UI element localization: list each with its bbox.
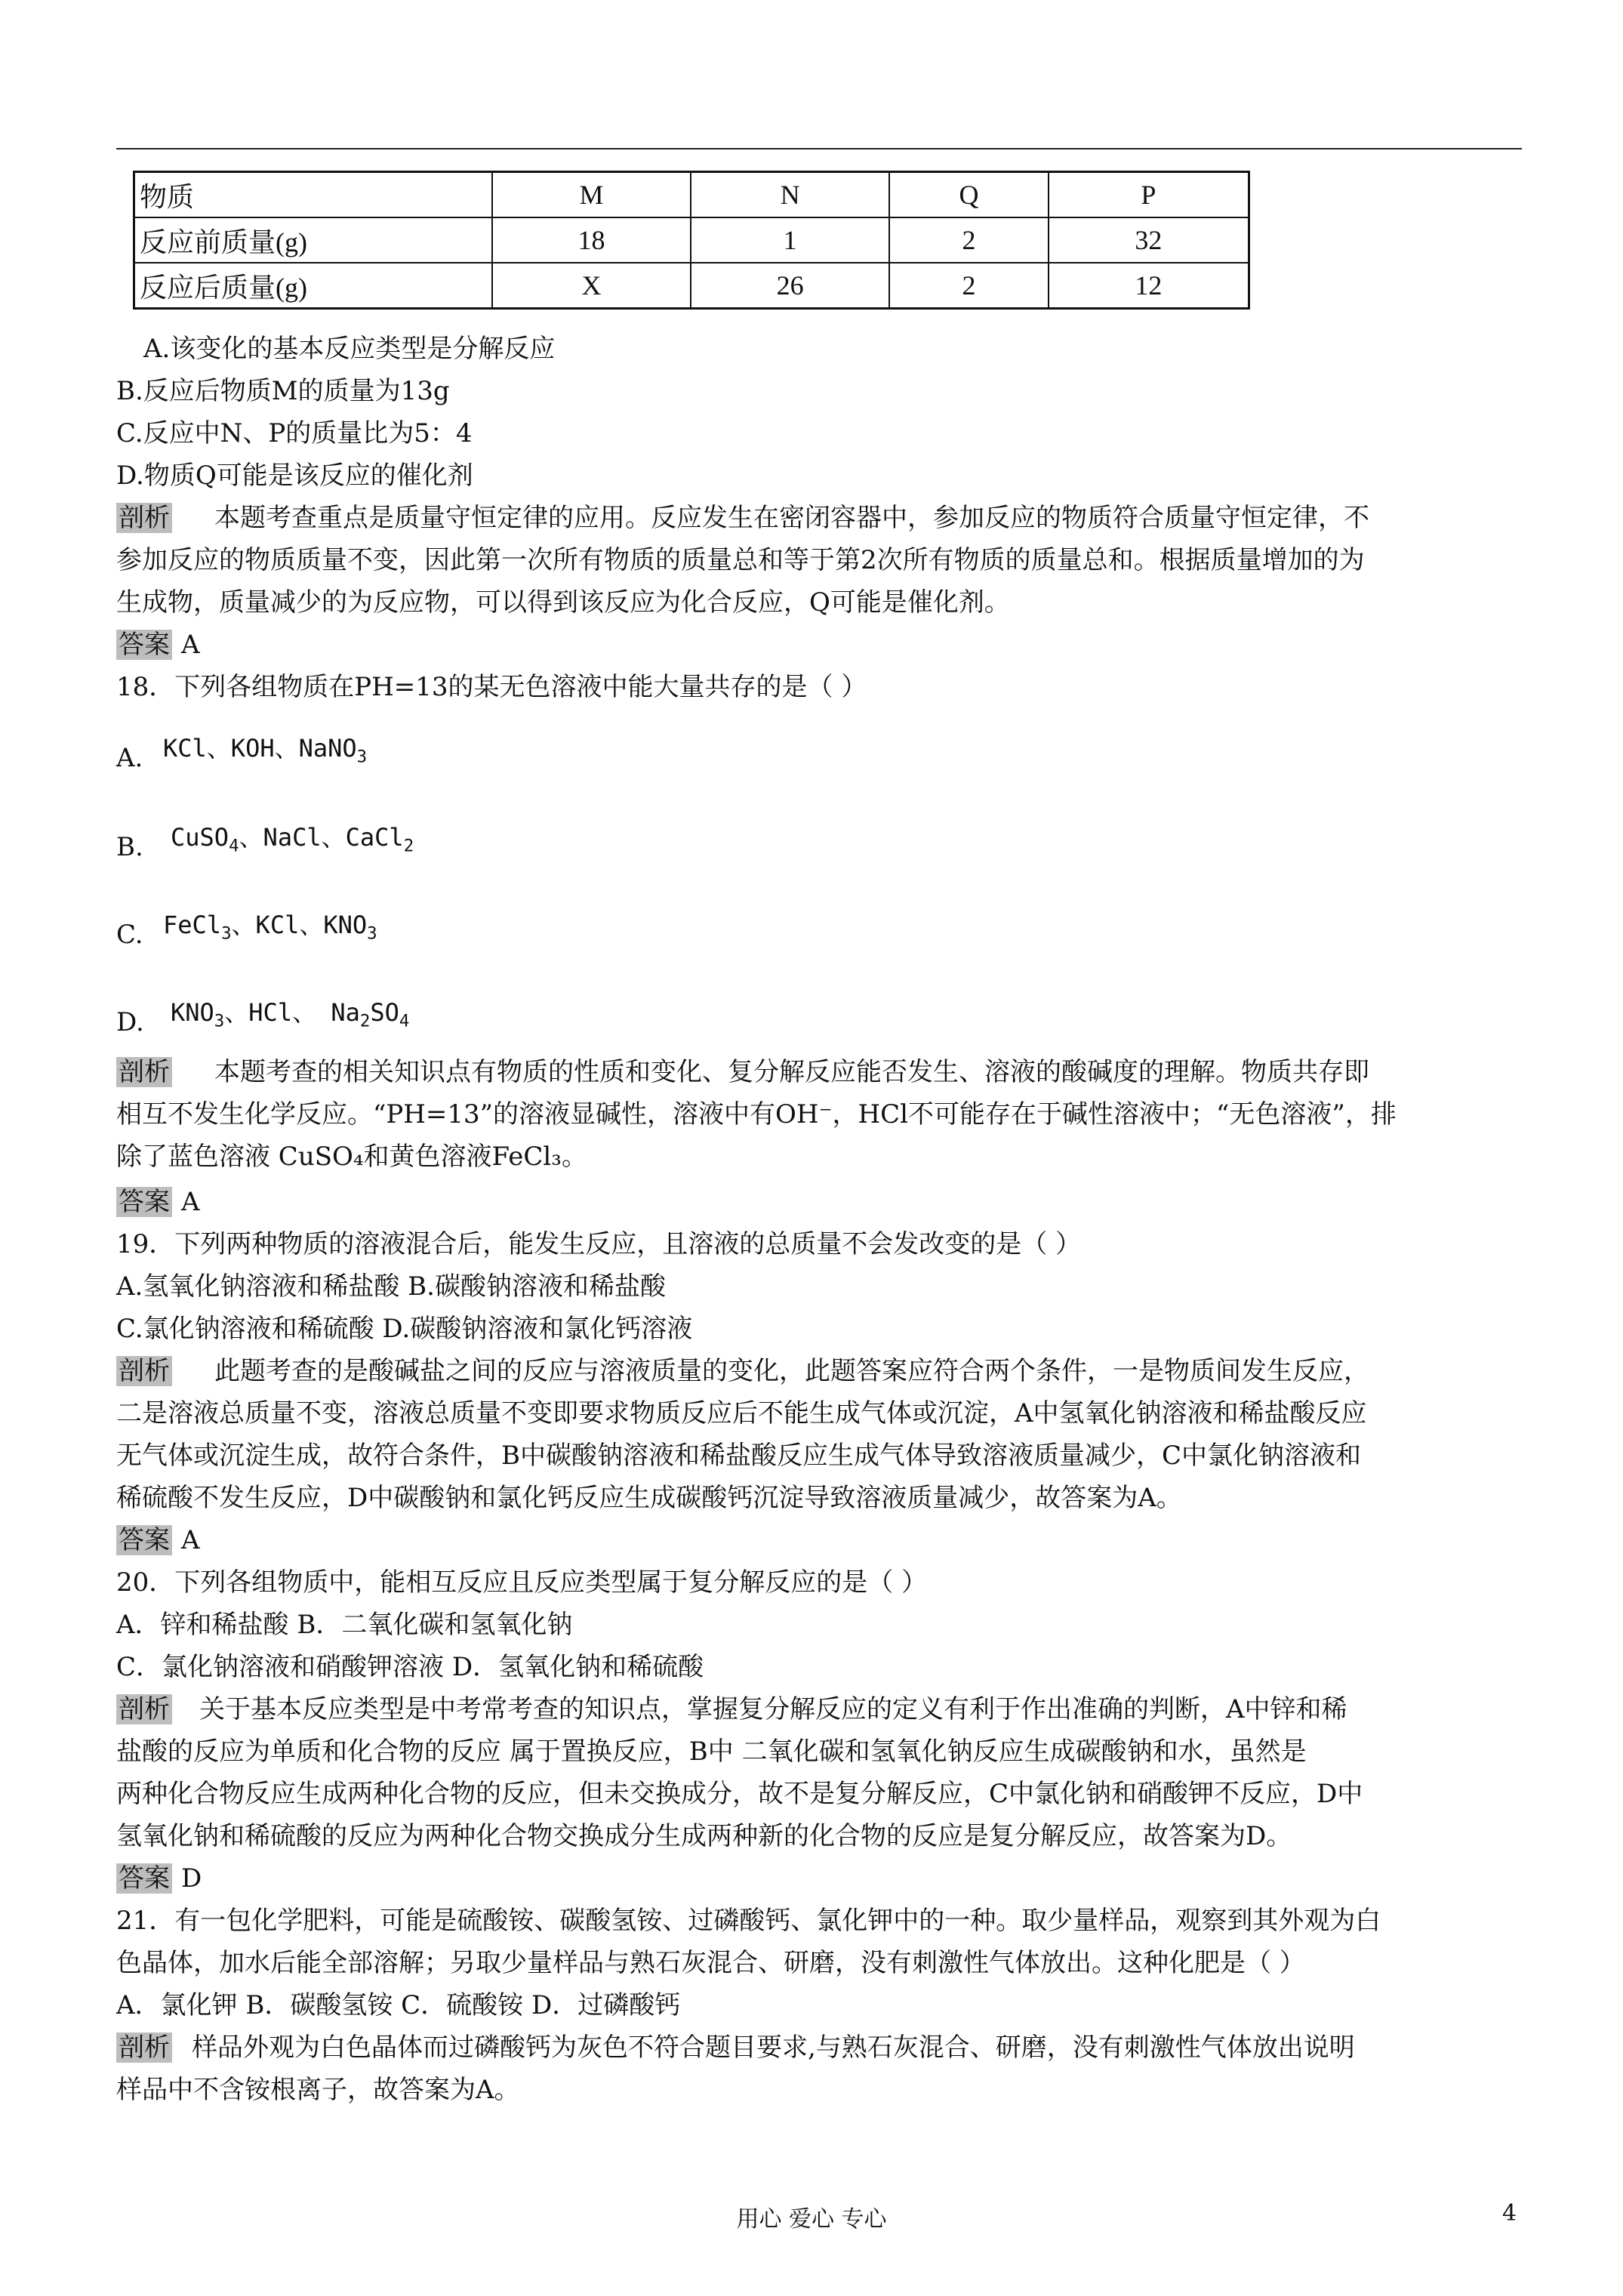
q21-analysis-line: 样品中不含铵根离子，故答案为A。 xyxy=(116,2075,520,2105)
table-header-cell: 物质 xyxy=(134,172,493,218)
q17-option-a: A.该变化的基本反应类型是分解反应 xyxy=(143,334,556,364)
table-cell: 反应后质量(g) xyxy=(134,263,493,309)
q17-analysis-line: 生成物，质量减少的为反应物，可以得到该反应为化合反应，Q可能是催化剂。 xyxy=(116,587,1010,618)
table-cell: 反应前质量(g) xyxy=(134,217,493,263)
q21-options: A．氯化钾 B．碳酸氢铵 C．硫酸铵 D．过磷酸钙 xyxy=(116,1990,681,2020)
q21-question: 21．有一包化学肥料，可能是硫酸铵、碳酸氢铵、过磷酸钙、氯化钾中的一种。取少量样品，观察到其外观为白 xyxy=(116,1906,1381,1936)
analysis-tag: 剖析 xyxy=(116,2032,172,2063)
q21-analysis-line: 剖析 样品外观为白色晶体而过磷酸钙为灰色不符合题目要求,与熟石灰混合、研磨，没有刺激性气体放出说明 xyxy=(116,2032,1355,2063)
q18-question: 18．下列各组物质在PH=13的某无色溶液中能大量共存的是（ ） xyxy=(116,672,867,702)
q19-options: C.氯化钠溶液和稀硫酸 D.碳酸钠溶液和氯化钙溶液 xyxy=(116,1314,693,1344)
q19-question: 19．下列两种物质的溶液混合后，能发生反应，且溶液的总质量不会发改变的是（ ） xyxy=(116,1229,1082,1259)
q18-analysis-line: 除了蓝色溶液 CuSO₄和黄色溶液FeCl₃。 xyxy=(116,1142,587,1172)
data-table xyxy=(133,171,1250,310)
q19-analysis-line: 无气体或沉淀生成，故符合条件，B中碳酸钠溶液和稀盐酸反应生成气体导致溶液质量减少，C中氯化钠溶液和 xyxy=(116,1441,1361,1471)
q17-answer: 答案 A xyxy=(116,630,200,660)
table-header-cell: P xyxy=(1049,172,1249,218)
chem-formula: $KNO_3$、HCl、 $Na_2SO_4$ xyxy=(171,998,410,1031)
q18-analysis-line: 剖析 本题考查的相关知识点有物质的性质和变化、复分解反应能否发生、溶液的酸碱度的理解。物质共存即 xyxy=(116,1057,1369,1087)
q20-analysis-line: 两种化合物反应生成两种化合物的反应，但未交换成分，故不是复分解反应，C中氯化钠和硝酸钾不反应，D中 xyxy=(116,1779,1363,1809)
table-row xyxy=(134,263,1249,309)
table-header-row xyxy=(134,172,1249,218)
table-header-cell: Q xyxy=(889,172,1048,218)
table-cell: 2 xyxy=(889,217,1048,263)
q18-analysis-line: 相互不发生化学反应。“PH=13”的溶液显碱性，溶液中有OH⁻，HCl不可能存在于碱性溶液中；“无色溶液”，排 xyxy=(116,1099,1397,1130)
q19-options: A.氢氧化钠溶液和稀盐酸 B.碳酸钠溶液和稀盐酸 xyxy=(116,1271,666,1302)
analysis-tag: 剖析 xyxy=(116,1057,172,1087)
q21-question: 色晶体，加水后能全部溶解；另取少量样品与熟石灰混合、研磨，没有刺激性气体放出。这种化肥是（ ） xyxy=(116,1948,1305,1978)
table-cell: 26 xyxy=(691,263,889,309)
q17-analysis-line: 参加反应的物质质量不变，因此第一次所有物质的质量总和等于第2次所有物质的质量总和。根据质量增加的为 xyxy=(116,545,1365,575)
analysis-tag: 剖析 xyxy=(116,503,172,533)
analysis-tag: 剖析 xyxy=(116,1694,172,1724)
header-rule xyxy=(116,148,1522,149)
q17-analysis-line: 剖析 本题考查重点是质量守恒定律的应用。反应发生在密闭容器中，参加反应的物质符合质量守恒定律，不 xyxy=(116,503,1369,533)
table-cell: 32 xyxy=(1049,217,1249,263)
q17-option-c: C.反应中N、P的质量比为5：4 xyxy=(116,418,473,448)
q20-analysis-line: 氢氧化钠和稀硫酸的反应为两种化合物交换成分生成两种新的化合物的反应是复分解反应，故答案为D。 xyxy=(116,1821,1292,1851)
chem-formula: FeCl$_3$、KCl、$KNO_3$ xyxy=(163,911,377,944)
q20-options: A．锌和稀盐酸 B．二氧化碳和氢氧化钠 xyxy=(116,1610,573,1640)
analysis-tag: 剖析 xyxy=(116,1356,172,1386)
table-row xyxy=(134,217,1249,263)
q19-answer: 答案 A xyxy=(116,1525,200,1555)
q17-option-b: B.反应后物质M的质量为13g xyxy=(116,376,450,406)
page-number: 4 xyxy=(1502,2200,1517,2227)
q17-option-d: D.物质Q可能是该反应的催化剂 xyxy=(116,461,473,491)
answer-tag: 答案 xyxy=(116,1525,172,1555)
table-cell: 2 xyxy=(889,263,1048,309)
q20-question: 20．下列各组物质中，能相互反应且反应类型属于复分解反应的是（ ） xyxy=(116,1567,928,1598)
q20-options: C．氯化钠溶液和硝酸钾溶液 D．氢氧化钠和稀硫酸 xyxy=(116,1652,704,1682)
chem-formula: KCl、KOH、NaNO$_3$ xyxy=(163,734,368,767)
q20-analysis-line: 盐酸的反应为单质和化合物的反应 属于置换反应，B中 二氧化碳和氢氧化钠反应生成碳酸钠和水，虽然是 xyxy=(116,1737,1307,1767)
table-cell: 1 xyxy=(691,217,889,263)
table-cell: 18 xyxy=(492,217,691,263)
table-cell: X xyxy=(492,263,691,309)
table-header-cell: N xyxy=(691,172,889,218)
answer-tag: 答案 xyxy=(116,630,172,660)
q19-analysis-line: 稀硫酸不发生反应，D中碳酸钠和氯化钙反应生成碳酸钙沉淀导致溶液质量减少，故答案为A。 xyxy=(116,1483,1182,1513)
q18-answer: 答案 A xyxy=(116,1187,200,1217)
table-header-cell: M xyxy=(492,172,691,218)
q19-analysis-line: 二是溶液总质量不变，溶液总质量不变即要求物质反应后不能生成气体或沉淀，A中氢氧化钠溶液和稀盐酸反应 xyxy=(116,1398,1367,1428)
footer-motto: 用心 爱心 专心 xyxy=(736,2206,887,2233)
chem-formula: CuSO$_4$、NaCl、CaCl$_2$ xyxy=(171,823,414,856)
table-cell: 12 xyxy=(1049,263,1249,309)
q20-answer: 答案 D xyxy=(116,1863,202,1894)
answer-tag: 答案 xyxy=(116,1863,172,1894)
q19-analysis-line: 剖析 此题考查的是酸碱盐之间的反应与溶液质量的变化，此题答案应符合两个条件，一是物质间发生反应， xyxy=(116,1356,1369,1386)
q20-analysis-line: 剖析 关于基本反应类型是中考常考查的知识点，掌握复分解反应的定义有利于作出准确的判断，A中锌和稀 xyxy=(116,1694,1347,1724)
answer-tag: 答案 xyxy=(116,1187,172,1217)
